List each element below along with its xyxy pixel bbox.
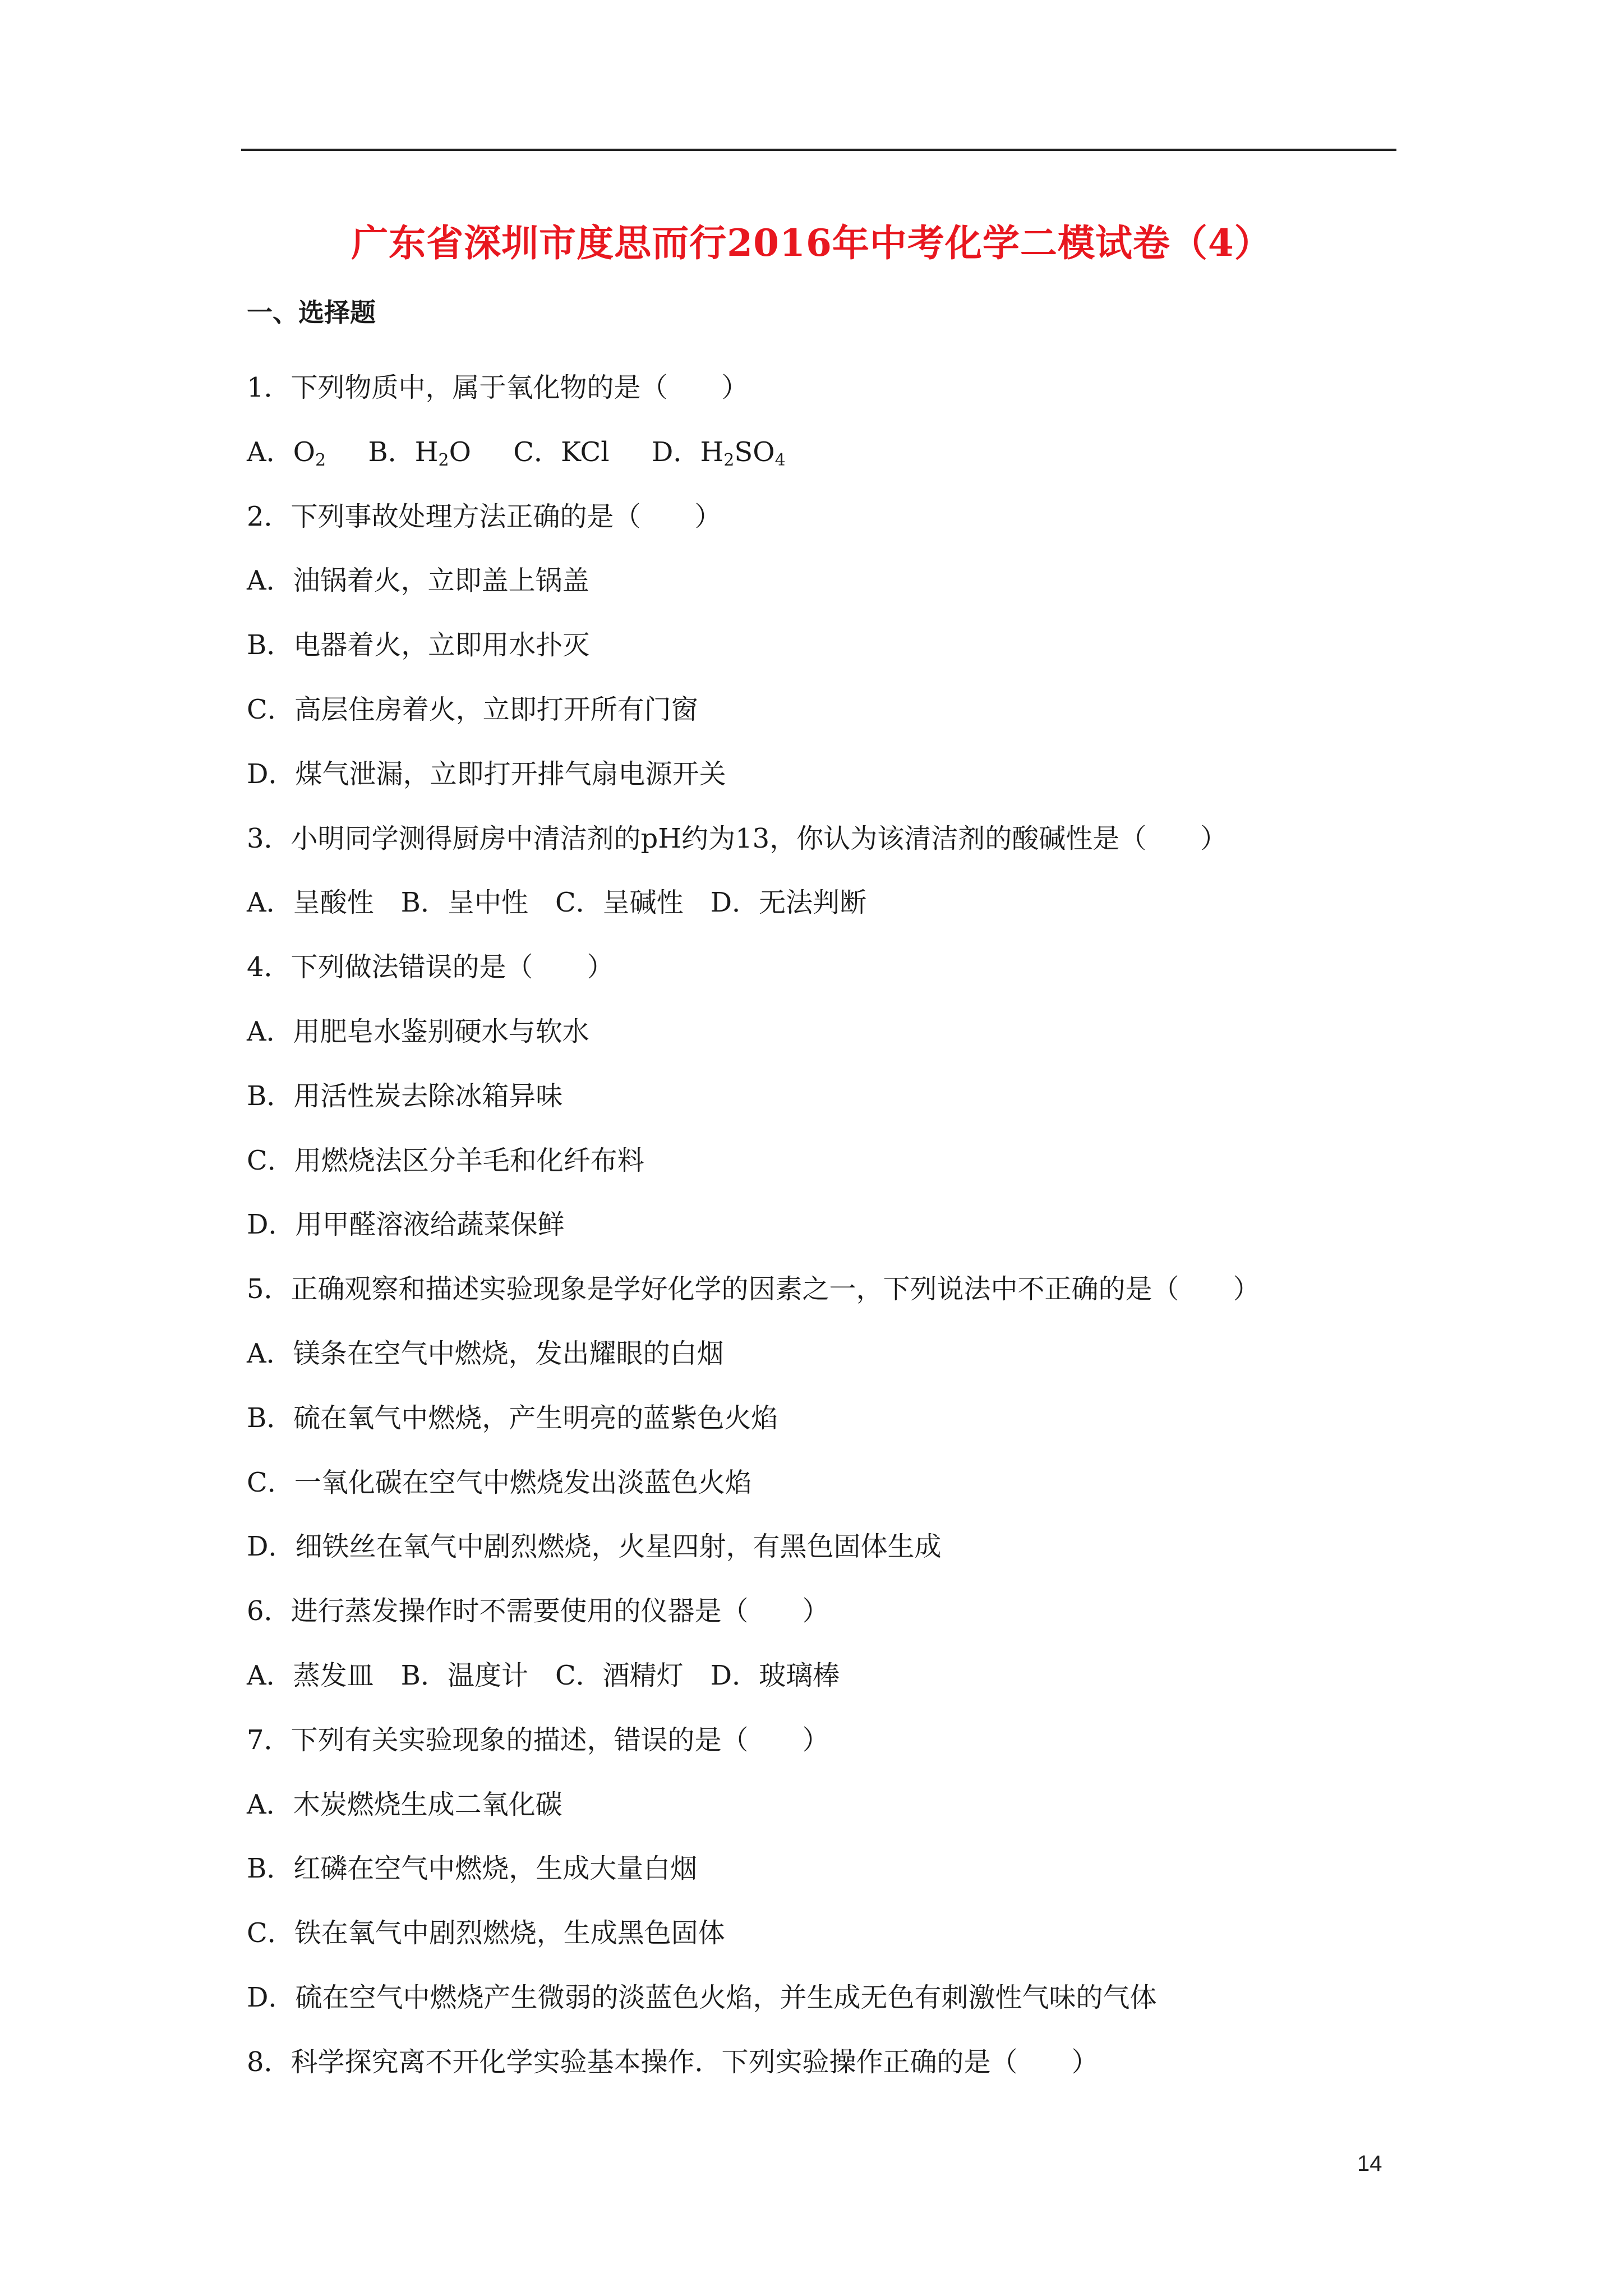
question-8-stem: 8．科学探究离不开化学实验基本操作．下列实验操作正确的是（ ） xyxy=(247,2046,1099,2078)
question-5-stem: 5．正确观察和描述实验现象是学好化学的因素之一，下列说法中不正确的是（ ） xyxy=(247,1273,1260,1305)
page-number: 14 xyxy=(1357,2151,1382,2176)
question-7-stem: 7．下列有关实验现象的描述，错误的是（ ） xyxy=(247,1724,829,1756)
header-rule xyxy=(241,149,1396,151)
option-c: C．KCl xyxy=(513,436,610,468)
option-b: B．硫在氧气中燃烧，产生明亮的蓝紫色火焰 xyxy=(247,1402,778,1434)
question-1-options xyxy=(247,420,1537,485)
question-1-stem: 1．下列物质中，属于氧化物的是（ ） xyxy=(247,372,749,403)
option-a: A．油锅着火，立即盖上锅盖 xyxy=(247,565,589,597)
option-b: B．红磷在空气中燃烧，生成大量白烟 xyxy=(247,1853,698,1885)
option-d: D．$H_2SO_4$ xyxy=(651,436,786,470)
question-3-stem: 3．小明同学测得厨房中清洁剂的pH约为13，你认为该清洁剂的酸碱性是（ ） xyxy=(247,822,1228,854)
option-d: D．细铁丝在氧气中剧烈燃烧，火星四射，有黑色固体生成 xyxy=(247,1531,942,1563)
section-heading: 一、选择题 xyxy=(247,297,376,328)
option-c: C．用燃烧法区分羊毛和化纤布料 xyxy=(247,1144,644,1176)
option-c: C．铁在氧气中剧烈燃烧，生成黑色固体 xyxy=(247,1917,725,1949)
option-a: A．木炭燃烧生成二氧化碳 xyxy=(247,1788,562,1820)
option-b: B．电器着火，立即用水扑灭 xyxy=(247,629,590,661)
exam-title: 广东省深圳市度思而行2016年中考化学二模试卷（4） xyxy=(351,221,1272,265)
option-c: C．高层住房着火，立即打开所有门窗 xyxy=(247,693,698,725)
option-a: A．镁条在空气中燃烧，发出耀眼的白烟 xyxy=(247,1337,724,1369)
option-b: B．用活性炭去除冰箱异味 xyxy=(247,1080,563,1112)
question-4-stem: 4．下列做法错误的是（ ） xyxy=(247,951,614,983)
option-c: C．一氧化碳在空气中燃烧发出淡蓝色火焰 xyxy=(247,1466,752,1498)
option-d: D．用甲醛溶液给蔬菜保鲜 xyxy=(247,1209,565,1241)
exam-body xyxy=(247,292,1537,2095)
question-6-stem: 6．进行蒸发操作时不需要使用的仪器是（ ） xyxy=(247,1595,829,1627)
option-a: A．用肥皂水鉴别硬水与软水 xyxy=(247,1015,589,1047)
option-b: B．$H_2O$ xyxy=(368,436,471,470)
option-d: D．硫在空气中燃烧产生微弱的淡蓝色火焰，并生成无色有刺激性气味的气体 xyxy=(247,1981,1157,2013)
option-a: A．$O_2$ xyxy=(247,436,326,470)
option-d: D．煤气泄漏，立即打开排气扇电源开关 xyxy=(247,758,726,790)
question-3-options: A．呈酸性 B．呈中性 C．呈碱性 D．无法判断 xyxy=(247,887,867,919)
question-6-options: A．蒸发皿 B．温度计 C．酒精灯 D．玻璃棒 xyxy=(247,1659,840,1691)
question-2-stem: 2．下列事故处理方法正确的是（ ） xyxy=(247,500,722,532)
